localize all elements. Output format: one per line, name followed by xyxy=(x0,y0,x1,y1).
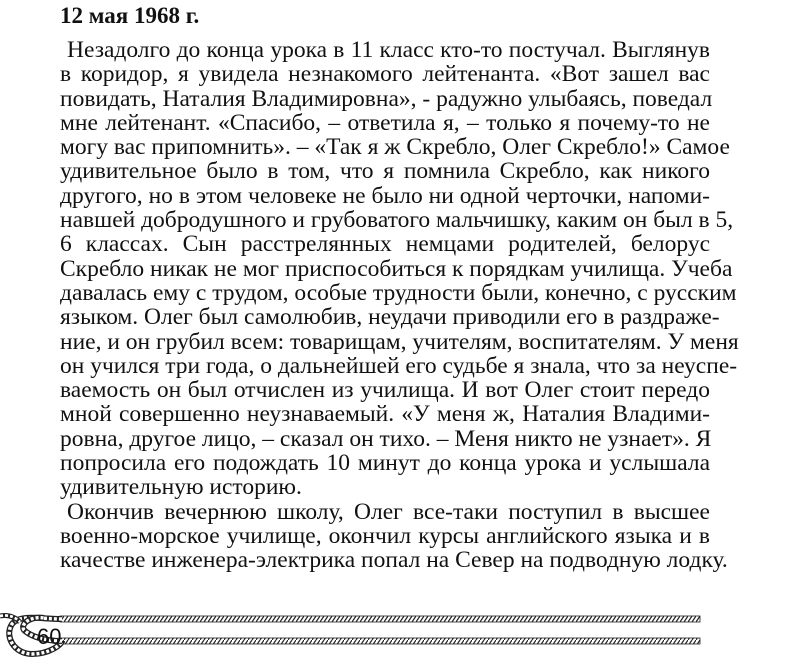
page-number: 60 xyxy=(37,624,62,649)
text-line: другого, но в этом человеке не было ни одной черточки, напоми- xyxy=(60,182,710,209)
text-line: он учился три года, о дальнейшей его судьбе я знала, что за неуспе- xyxy=(60,352,738,379)
text-line: ние, и он грубил всем: товарищам, учителям, воспитателям. У меня xyxy=(60,328,739,355)
rope-divider xyxy=(0,604,800,664)
text-line: попросила его подождать 10 минут до конца урока и услышала xyxy=(60,450,710,477)
text-line: качестве инженера-электрика попал на Север на подводную лодку. xyxy=(60,547,728,574)
text-line: ваемость он был отчислен из училища. И вот Олег стоит передо xyxy=(60,377,710,404)
text-line: давалась ему с трудом, особые трудности были, конечно, с русским xyxy=(60,279,737,306)
text-line: мне лейтенант. «Спасибо, – ответила я, – только я почему-то не xyxy=(60,109,710,136)
text-line: ровна, другое лицо, – сказал он тихо. – Меня никто не узнает». Я xyxy=(60,425,712,452)
text-line: повидать, Наталия Владимировна», - радужно улыбаясь, поведал xyxy=(60,85,713,112)
text-line: мной совершенно неузнаваемый. «У меня ж, Наталия Владими- xyxy=(60,401,710,428)
text-line: удивительную историю. xyxy=(60,474,302,501)
text-line: Незадолго до конца урока в 11 класс кто-то постучал. Выглянув xyxy=(67,37,710,63)
text-line: языком. Олег был самолюбив, неудачи приводили его в раздраже- xyxy=(60,304,720,331)
text-line: военно-морское училище, окончил курсы английского языка и в xyxy=(60,522,710,549)
text-line: Скребло никак не мог приспособиться к порядкам училища. Учеба xyxy=(60,255,733,282)
text-line: навшей добродушного и грубоватого мальчишку, каким он был в 5, xyxy=(60,207,734,234)
text-line: удивительное было в том, что я помнила Скребло, как никого xyxy=(60,158,710,185)
text-line: в коридор, я увидела незнакомого лейтенанта. «Вот зашел вас xyxy=(60,61,710,88)
date-heading: 12 мая 1968 г. xyxy=(60,3,200,28)
body-text xyxy=(60,37,739,574)
text-line: Окончив вечернюю школу, Олег все-таки поступил в высшее xyxy=(67,498,710,525)
text-line: 6 классах. Сын расстрелянных немцами родителей, белорус xyxy=(60,231,710,258)
text-line: могу вас припомнить». – «Так я ж Скребло, Олег Скребло!» Самое xyxy=(60,134,730,161)
